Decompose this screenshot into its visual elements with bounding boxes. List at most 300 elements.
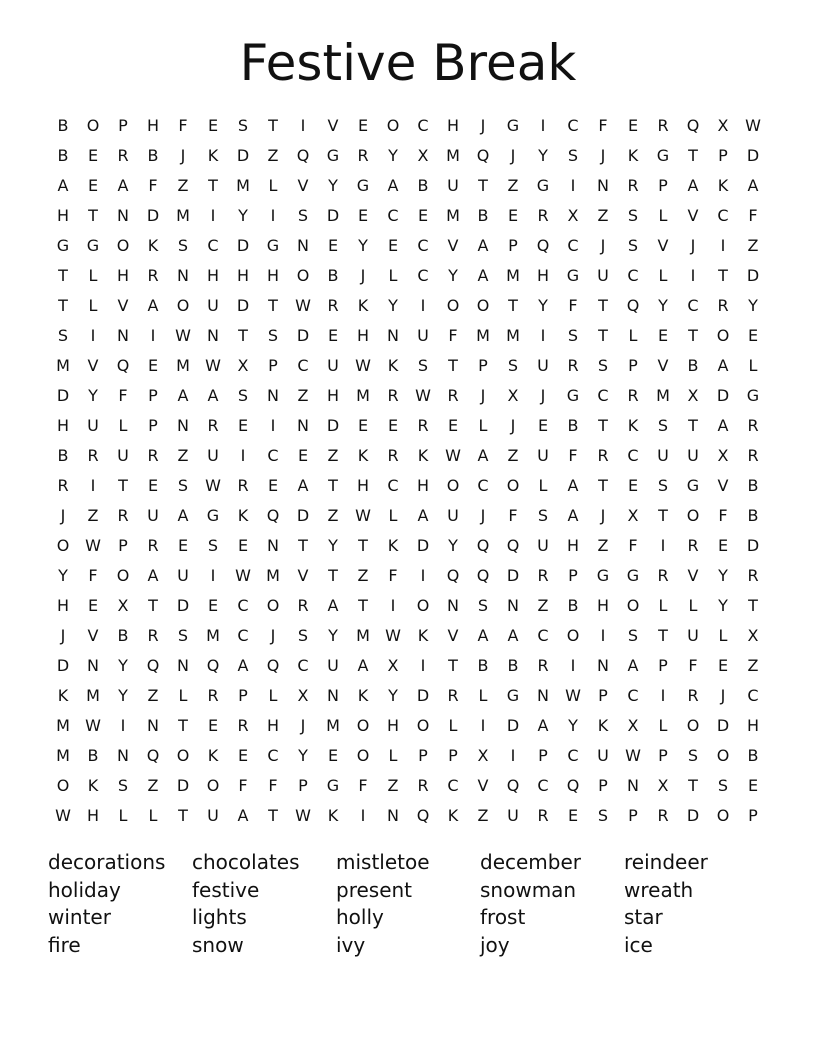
- grid-letter[interactable]: K: [237, 506, 249, 525]
- grid-letter[interactable]: M: [356, 626, 370, 645]
- grid-letter[interactable]: O: [176, 746, 190, 765]
- grid-letter[interactable]: U: [207, 806, 219, 825]
- grid-letter[interactable]: N: [117, 746, 129, 765]
- grid-letter[interactable]: J: [600, 506, 606, 525]
- grid-letter[interactable]: V: [327, 116, 339, 135]
- grid-letter[interactable]: R: [117, 506, 129, 525]
- grid-letter[interactable]: C: [747, 686, 759, 705]
- grid-letter[interactable]: I: [570, 176, 576, 195]
- grid-letter[interactable]: N: [117, 206, 129, 225]
- grid-letter[interactable]: A: [357, 656, 369, 675]
- grid-letter[interactable]: P: [658, 176, 668, 195]
- grid-letter[interactable]: S: [597, 806, 609, 825]
- grid-letter[interactable]: T: [328, 566, 338, 585]
- grid-letter[interactable]: O: [506, 476, 520, 495]
- grid-letter[interactable]: P: [568, 566, 578, 585]
- grid-letter[interactable]: L: [538, 476, 548, 495]
- grid-letter[interactable]: D: [296, 326, 310, 345]
- grid-letter[interactable]: E: [237, 416, 249, 435]
- grid-letter[interactable]: R: [537, 806, 549, 825]
- grid-letter[interactable]: O: [56, 776, 70, 795]
- grid-letter[interactable]: G: [206, 506, 220, 525]
- grid-letter[interactable]: L: [118, 806, 128, 825]
- grid-letter[interactable]: G: [626, 566, 640, 585]
- grid-letter[interactable]: Y: [298, 746, 308, 765]
- grid-letter[interactable]: R: [147, 266, 159, 285]
- grid-letter[interactable]: D: [56, 656, 70, 675]
- grid-letter[interactable]: L: [448, 716, 458, 735]
- grid-letter[interactable]: I: [720, 236, 726, 255]
- grid-letter[interactable]: B: [57, 146, 69, 165]
- grid-letter[interactable]: X: [717, 116, 729, 135]
- grid-letter[interactable]: L: [718, 626, 728, 645]
- grid-letter[interactable]: R: [237, 476, 249, 495]
- grid-letter[interactable]: W: [355, 506, 371, 525]
- grid-letter[interactable]: K: [207, 146, 219, 165]
- grid-letter[interactable]: Z: [387, 776, 399, 795]
- grid-letter[interactable]: I: [360, 806, 366, 825]
- grid-letter[interactable]: T: [478, 176, 488, 195]
- grid-letter[interactable]: H: [356, 476, 370, 495]
- grid-letter[interactable]: D: [176, 776, 190, 795]
- grid-letter[interactable]: P: [658, 746, 668, 765]
- grid-letter[interactable]: Q: [536, 236, 550, 255]
- grid-letter[interactable]: F: [268, 776, 278, 795]
- grid-letter[interactable]: X: [567, 206, 579, 225]
- grid-letter[interactable]: G: [326, 776, 340, 795]
- grid-letter[interactable]: X: [687, 386, 699, 405]
- grid-letter[interactable]: D: [236, 236, 250, 255]
- grid-letter[interactable]: D: [716, 716, 730, 735]
- grid-letter[interactable]: A: [747, 176, 759, 195]
- grid-letter[interactable]: F: [118, 386, 128, 405]
- grid-letter[interactable]: H: [146, 116, 160, 135]
- grid-letter[interactable]: E: [567, 806, 579, 825]
- grid-letter[interactable]: R: [207, 416, 219, 435]
- grid-letter[interactable]: N: [117, 326, 129, 345]
- grid-letter[interactable]: U: [207, 446, 219, 465]
- grid-letter[interactable]: O: [686, 506, 700, 525]
- grid-letter[interactable]: I: [690, 266, 696, 285]
- grid-letter[interactable]: O: [716, 806, 730, 825]
- grid-letter[interactable]: C: [297, 656, 309, 675]
- grid-letter[interactable]: R: [747, 446, 759, 465]
- grid-letter[interactable]: U: [147, 506, 159, 525]
- grid-letter[interactable]: Z: [597, 536, 609, 555]
- grid-letter[interactable]: O: [686, 716, 700, 735]
- grid-letter[interactable]: L: [88, 296, 98, 315]
- grid-letter[interactable]: S: [177, 476, 189, 495]
- grid-letter[interactable]: C: [297, 356, 309, 375]
- grid-letter[interactable]: D: [326, 416, 340, 435]
- grid-letter[interactable]: D: [56, 386, 70, 405]
- grid-letter[interactable]: P: [478, 356, 488, 375]
- grid-letter[interactable]: G: [746, 386, 760, 405]
- grid-letter[interactable]: A: [327, 596, 339, 615]
- grid-letter[interactable]: T: [328, 476, 338, 495]
- grid-letter[interactable]: L: [658, 266, 668, 285]
- grid-letter[interactable]: M: [176, 356, 190, 375]
- grid-letter[interactable]: F: [448, 326, 458, 345]
- grid-letter[interactable]: K: [627, 416, 639, 435]
- grid-letter[interactable]: D: [746, 266, 760, 285]
- grid-letter[interactable]: R: [657, 116, 669, 135]
- grid-letter[interactable]: P: [298, 776, 308, 795]
- grid-letter[interactable]: F: [688, 656, 698, 675]
- grid-letter[interactable]: S: [177, 626, 189, 645]
- grid-letter[interactable]: A: [567, 506, 579, 525]
- grid-letter[interactable]: K: [87, 776, 99, 795]
- grid-letter[interactable]: R: [417, 416, 429, 435]
- grid-letter[interactable]: Z: [747, 656, 759, 675]
- grid-letter[interactable]: T: [148, 596, 158, 615]
- grid-letter[interactable]: B: [87, 746, 99, 765]
- grid-letter[interactable]: U: [87, 416, 99, 435]
- grid-letter[interactable]: Y: [328, 626, 338, 645]
- grid-letter[interactable]: T: [298, 536, 308, 555]
- grid-letter[interactable]: F: [718, 506, 728, 525]
- grid-letter[interactable]: I: [540, 116, 546, 135]
- grid-letter[interactable]: B: [477, 206, 489, 225]
- grid-letter[interactable]: E: [207, 116, 219, 135]
- grid-letter[interactable]: B: [147, 146, 159, 165]
- grid-letter[interactable]: Y: [388, 296, 398, 315]
- grid-letter[interactable]: S: [117, 776, 129, 795]
- grid-letter[interactable]: T: [358, 596, 368, 615]
- grid-letter[interactable]: Y: [448, 266, 458, 285]
- grid-letter[interactable]: P: [238, 686, 248, 705]
- grid-letter[interactable]: H: [596, 596, 610, 615]
- grid-letter[interactable]: Y: [718, 566, 728, 585]
- grid-letter[interactable]: P: [508, 236, 518, 255]
- grid-letter[interactable]: D: [326, 206, 340, 225]
- grid-letter[interactable]: X: [717, 446, 729, 465]
- grid-letter[interactable]: P: [538, 746, 548, 765]
- grid-letter[interactable]: T: [178, 716, 188, 735]
- grid-letter[interactable]: P: [268, 356, 278, 375]
- grid-letter[interactable]: I: [660, 536, 666, 555]
- grid-letter[interactable]: S: [297, 626, 309, 645]
- grid-letter[interactable]: T: [118, 476, 128, 495]
- grid-letter[interactable]: S: [207, 536, 219, 555]
- grid-letter[interactable]: M: [656, 386, 670, 405]
- grid-letter[interactable]: E: [747, 776, 759, 795]
- grid-letter[interactable]: J: [540, 386, 546, 405]
- grid-letter[interactable]: R: [537, 656, 549, 675]
- grid-letter[interactable]: T: [58, 296, 68, 315]
- grid-letter[interactable]: B: [327, 266, 339, 285]
- grid-letter[interactable]: Z: [297, 386, 309, 405]
- grid-letter[interactable]: U: [687, 626, 699, 645]
- grid-letter[interactable]: G: [566, 386, 580, 405]
- grid-letter[interactable]: Y: [388, 686, 398, 705]
- grid-letter[interactable]: T: [658, 626, 668, 645]
- grid-letter[interactable]: B: [747, 476, 759, 495]
- grid-letter[interactable]: I: [270, 206, 276, 225]
- grid-letter[interactable]: U: [117, 446, 129, 465]
- grid-letter[interactable]: A: [177, 386, 189, 405]
- grid-letter[interactable]: H: [326, 386, 340, 405]
- grid-letter[interactable]: Z: [147, 686, 159, 705]
- grid-letter[interactable]: R: [747, 416, 759, 435]
- grid-letter[interactable]: S: [417, 356, 429, 375]
- grid-letter[interactable]: E: [237, 746, 249, 765]
- grid-letter[interactable]: U: [687, 446, 699, 465]
- grid-letter[interactable]: W: [85, 536, 101, 555]
- grid-letter[interactable]: X: [117, 596, 129, 615]
- grid-letter[interactable]: Q: [476, 146, 490, 165]
- grid-letter[interactable]: E: [87, 146, 99, 165]
- grid-letter[interactable]: T: [688, 146, 698, 165]
- grid-letter[interactable]: H: [116, 266, 130, 285]
- grid-letter[interactable]: I: [150, 326, 156, 345]
- grid-letter[interactable]: T: [58, 266, 68, 285]
- grid-letter[interactable]: I: [270, 416, 276, 435]
- grid-letter[interactable]: Y: [568, 716, 578, 735]
- grid-letter[interactable]: O: [296, 266, 310, 285]
- grid-letter[interactable]: L: [478, 416, 488, 435]
- grid-letter[interactable]: E: [747, 326, 759, 345]
- grid-letter[interactable]: S: [537, 506, 549, 525]
- grid-letter[interactable]: X: [627, 716, 639, 735]
- grid-letter[interactable]: F: [568, 446, 578, 465]
- grid-letter[interactable]: J: [480, 116, 486, 135]
- grid-letter[interactable]: E: [207, 716, 219, 735]
- grid-letter[interactable]: J: [480, 506, 486, 525]
- grid-letter[interactable]: O: [416, 716, 430, 735]
- grid-letter[interactable]: B: [117, 626, 129, 645]
- grid-letter[interactable]: F: [238, 776, 248, 795]
- grid-letter[interactable]: J: [60, 506, 66, 525]
- grid-letter[interactable]: S: [477, 596, 489, 615]
- grid-letter[interactable]: T: [598, 416, 608, 435]
- grid-letter[interactable]: K: [447, 806, 459, 825]
- grid-letter[interactable]: L: [478, 686, 488, 705]
- grid-letter[interactable]: Y: [328, 176, 338, 195]
- grid-letter[interactable]: V: [687, 566, 699, 585]
- grid-letter[interactable]: I: [390, 596, 396, 615]
- grid-letter[interactable]: M: [506, 266, 520, 285]
- grid-letter[interactable]: S: [567, 146, 579, 165]
- grid-letter[interactable]: R: [327, 296, 339, 315]
- grid-letter[interactable]: J: [510, 416, 516, 435]
- grid-letter[interactable]: B: [57, 446, 69, 465]
- grid-letter[interactable]: Z: [747, 236, 759, 255]
- grid-letter[interactable]: E: [237, 536, 249, 555]
- grid-letter[interactable]: M: [56, 746, 70, 765]
- grid-letter[interactable]: J: [720, 686, 726, 705]
- grid-letter[interactable]: E: [717, 656, 729, 675]
- grid-letter[interactable]: R: [687, 686, 699, 705]
- grid-letter[interactable]: V: [297, 176, 309, 195]
- grid-letter[interactable]: Q: [146, 746, 160, 765]
- grid-letter[interactable]: U: [327, 656, 339, 675]
- grid-letter[interactable]: K: [147, 236, 159, 255]
- grid-letter[interactable]: T: [598, 296, 608, 315]
- grid-letter[interactable]: G: [686, 476, 700, 495]
- grid-letter[interactable]: E: [147, 476, 159, 495]
- grid-letter[interactable]: L: [688, 596, 698, 615]
- grid-letter[interactable]: Y: [238, 206, 248, 225]
- grid-letter[interactable]: U: [537, 536, 549, 555]
- grid-letter[interactable]: K: [627, 146, 639, 165]
- grid-letter[interactable]: P: [628, 356, 638, 375]
- grid-letter[interactable]: R: [387, 446, 399, 465]
- grid-letter[interactable]: M: [236, 176, 250, 195]
- grid-letter[interactable]: T: [448, 356, 458, 375]
- grid-letter[interactable]: W: [295, 296, 311, 315]
- grid-letter[interactable]: I: [510, 746, 516, 765]
- grid-letter[interactable]: O: [86, 116, 100, 135]
- grid-letter[interactable]: M: [476, 326, 490, 345]
- grid-letter[interactable]: S: [267, 326, 279, 345]
- grid-letter[interactable]: J: [600, 236, 606, 255]
- grid-letter[interactable]: I: [480, 716, 486, 735]
- grid-letter[interactable]: C: [537, 776, 549, 795]
- grid-letter[interactable]: G: [326, 146, 340, 165]
- grid-letter[interactable]: S: [297, 206, 309, 225]
- grid-letter[interactable]: B: [747, 506, 759, 525]
- grid-letter[interactable]: N: [267, 536, 279, 555]
- grid-letter[interactable]: K: [207, 746, 219, 765]
- grid-letter[interactable]: Y: [718, 596, 728, 615]
- grid-letter[interactable]: B: [507, 656, 519, 675]
- grid-letter[interactable]: B: [747, 746, 759, 765]
- grid-letter[interactable]: Y: [58, 566, 68, 585]
- grid-letter[interactable]: R: [447, 386, 459, 405]
- grid-letter[interactable]: A: [477, 446, 489, 465]
- grid-letter[interactable]: V: [117, 296, 129, 315]
- grid-letter[interactable]: M: [356, 386, 370, 405]
- grid-letter[interactable]: D: [296, 506, 310, 525]
- grid-letter[interactable]: N: [327, 686, 339, 705]
- grid-letter[interactable]: I: [90, 326, 96, 345]
- grid-letter[interactable]: C: [567, 116, 579, 135]
- grid-letter[interactable]: N: [147, 716, 159, 735]
- grid-letter[interactable]: H: [206, 266, 220, 285]
- grid-letter[interactable]: S: [657, 416, 669, 435]
- grid-letter[interactable]: B: [57, 116, 69, 135]
- grid-letter[interactable]: Q: [566, 776, 580, 795]
- grid-letter[interactable]: Y: [538, 146, 548, 165]
- grid-letter[interactable]: Z: [267, 146, 279, 165]
- grid-letter[interactable]: N: [267, 386, 279, 405]
- grid-letter[interactable]: L: [388, 506, 398, 525]
- grid-letter[interactable]: S: [237, 116, 249, 135]
- grid-letter[interactable]: Y: [448, 536, 458, 555]
- grid-letter[interactable]: F: [748, 206, 758, 225]
- grid-letter[interactable]: Y: [748, 296, 758, 315]
- grid-letter[interactable]: R: [747, 566, 759, 585]
- grid-letter[interactable]: Q: [446, 566, 460, 585]
- grid-letter[interactable]: B: [417, 176, 429, 195]
- grid-letter[interactable]: V: [87, 356, 99, 375]
- grid-letter[interactable]: O: [266, 596, 280, 615]
- grid-letter[interactable]: U: [447, 506, 459, 525]
- grid-letter[interactable]: O: [446, 476, 460, 495]
- grid-letter[interactable]: V: [447, 236, 459, 255]
- grid-letter[interactable]: T: [178, 806, 188, 825]
- grid-letter[interactable]: E: [717, 536, 729, 555]
- grid-letter[interactable]: V: [87, 626, 99, 645]
- grid-letter[interactable]: A: [207, 386, 219, 405]
- grid-letter[interactable]: Q: [476, 536, 490, 555]
- grid-letter[interactable]: X: [627, 506, 639, 525]
- grid-letter[interactable]: Q: [626, 296, 640, 315]
- grid-letter[interactable]: D: [176, 596, 190, 615]
- grid-letter[interactable]: L: [88, 266, 98, 285]
- grid-letter[interactable]: Z: [537, 596, 549, 615]
- grid-letter[interactable]: P: [658, 656, 668, 675]
- grid-letter[interactable]: J: [510, 146, 516, 165]
- grid-letter[interactable]: G: [506, 686, 520, 705]
- grid-letter[interactable]: Z: [327, 446, 339, 465]
- grid-letter[interactable]: X: [507, 386, 519, 405]
- grid-letter[interactable]: M: [266, 566, 280, 585]
- grid-letter[interactable]: I: [300, 116, 306, 135]
- grid-letter[interactable]: Q: [206, 656, 220, 675]
- grid-letter[interactable]: K: [327, 806, 339, 825]
- grid-letter[interactable]: H: [266, 716, 280, 735]
- grid-letter[interactable]: C: [417, 266, 429, 285]
- grid-letter[interactable]: C: [477, 476, 489, 495]
- grid-letter[interactable]: N: [597, 176, 609, 195]
- grid-letter[interactable]: L: [178, 686, 188, 705]
- grid-letter[interactable]: C: [267, 446, 279, 465]
- grid-letter[interactable]: P: [418, 746, 428, 765]
- grid-letter[interactable]: P: [598, 686, 608, 705]
- grid-letter[interactable]: A: [537, 716, 549, 735]
- grid-letter[interactable]: T: [598, 476, 608, 495]
- grid-letter[interactable]: H: [746, 716, 760, 735]
- grid-letter[interactable]: P: [748, 806, 758, 825]
- grid-letter[interactable]: Q: [686, 116, 700, 135]
- grid-letter[interactable]: E: [87, 596, 99, 615]
- grid-letter[interactable]: N: [297, 236, 309, 255]
- grid-letter[interactable]: O: [566, 626, 580, 645]
- grid-letter[interactable]: W: [565, 686, 581, 705]
- grid-letter[interactable]: T: [268, 296, 278, 315]
- grid-letter[interactable]: O: [716, 746, 730, 765]
- grid-letter[interactable]: N: [507, 596, 519, 615]
- grid-letter[interactable]: L: [628, 326, 638, 345]
- grid-letter[interactable]: E: [327, 746, 339, 765]
- grid-letter[interactable]: E: [327, 236, 339, 255]
- grid-letter[interactable]: P: [118, 116, 128, 135]
- grid-letter[interactable]: D: [236, 296, 250, 315]
- grid-letter[interactable]: C: [447, 776, 459, 795]
- grid-letter[interactable]: A: [177, 506, 189, 525]
- grid-letter[interactable]: T: [448, 656, 458, 675]
- grid-letter[interactable]: C: [237, 626, 249, 645]
- grid-letter[interactable]: C: [237, 596, 249, 615]
- grid-letter[interactable]: H: [446, 116, 460, 135]
- grid-letter[interactable]: C: [567, 236, 579, 255]
- grid-letter[interactable]: U: [447, 176, 459, 195]
- grid-letter[interactable]: R: [627, 176, 639, 195]
- grid-letter[interactable]: P: [118, 536, 128, 555]
- grid-letter[interactable]: D: [686, 806, 700, 825]
- grid-letter[interactable]: K: [417, 446, 429, 465]
- grid-letter[interactable]: W: [55, 806, 71, 825]
- grid-letter[interactable]: T: [268, 806, 278, 825]
- grid-letter[interactable]: I: [210, 206, 216, 225]
- grid-letter[interactable]: B: [567, 416, 579, 435]
- grid-letter[interactable]: A: [627, 656, 639, 675]
- grid-letter[interactable]: V: [447, 626, 459, 645]
- grid-letter[interactable]: F: [508, 506, 518, 525]
- grid-letter[interactable]: M: [446, 146, 460, 165]
